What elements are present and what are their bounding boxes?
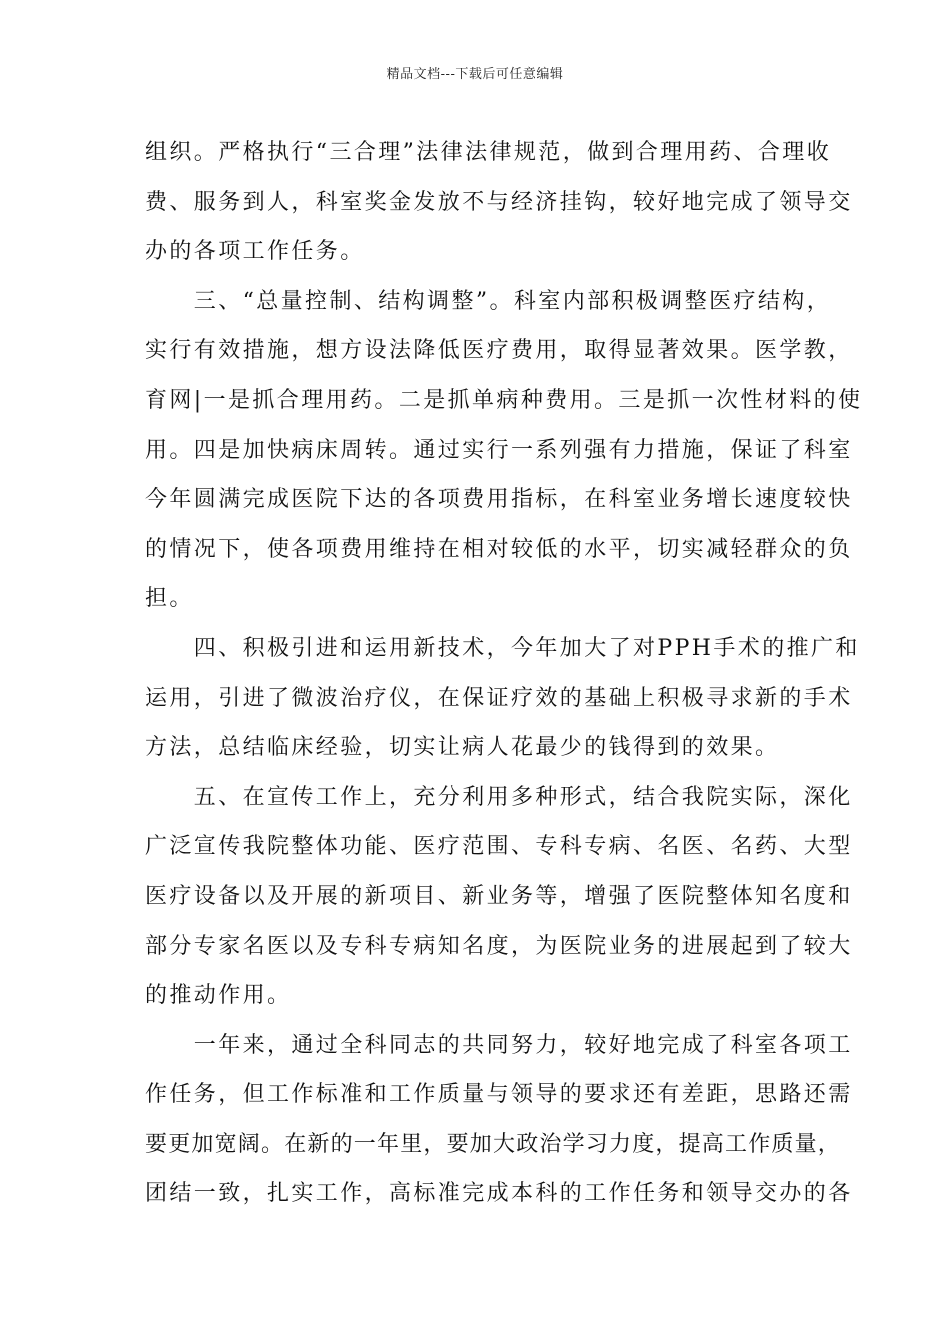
text-line: 办的各项工作任务。 — [145, 239, 365, 265]
text-line: 今年圆满完成医院下达的各项费用指标，在科室业务增长速度较快 — [145, 487, 853, 513]
text-line: 广泛宣传我院整体功能、医疗范围、专科专病、名医、名药、大型 — [145, 834, 853, 860]
text-line: 组织。严格执行“三合理”法律法律规范，做到合理用药、合理收 — [145, 140, 832, 165]
text-line: 医疗设备以及开展的新项目、新业务等，增强了医院整体知名度和 — [145, 883, 853, 909]
text-line: 四、积极引进和运用新技术，今年加大了对PPH手术的推广和 — [145, 635, 860, 661]
text-line: 实行有效措施，想方设法降低医疗费用，取得显著效果。医学教， — [145, 338, 853, 364]
text-line: 担。 — [145, 586, 194, 612]
text-line: 方法，总结临床经验，切实让病人花最少的钱得到的效果。 — [145, 735, 780, 761]
page-header: 精品文档---下载后可任意编辑 — [386, 67, 564, 82]
text-line: 团结一致，扎实工作，高标准完成本科的工作任务和领导交办的各 — [145, 1181, 853, 1207]
text-line: 一年来，通过全科同志的共同努力，较好地完成了科室各项工 — [145, 1032, 853, 1058]
document-body — [145, 128, 863, 1219]
text-line: 育网|一是抓合理用药。二是抓单病种费用。三是抓一次性材料的使 — [145, 387, 863, 413]
text-line: 的推动作用。 — [145, 983, 292, 1009]
text-line: 运用，引进了微波治疗仪，在保证疗效的基础上积极寻求新的手术 — [145, 685, 853, 711]
text-line: 要更加宽阔。在新的一年里，要加大政治学习力度，提高工作质量， — [145, 1131, 842, 1157]
text-line: 部分专家名医以及专科专病知名度，为医院业务的进展起到了较大 — [145, 933, 853, 959]
text-line: 五、在宣传工作上，充分利用多种形式，结合我院实际，深化 — [145, 784, 853, 810]
text-line: 的情况下，使各项费用维持在相对较低的水平，切实减轻群众的负 — [145, 536, 853, 562]
text-line: 用。四是加快病床周转。通过实行一系列强有力措施，保证了科室 — [145, 437, 853, 463]
text-line: 费、服务到人，科室奖金发放不与经济挂钩，较好地完成了领导交 — [145, 189, 853, 215]
text-line: 三、“总量控制、结构调整”。科室内部积极调整医疗结构， — [145, 288, 832, 314]
text-line: 作任务，但工作标准和工作质量与领导的要求还有差距，思路还需 — [145, 1082, 853, 1108]
